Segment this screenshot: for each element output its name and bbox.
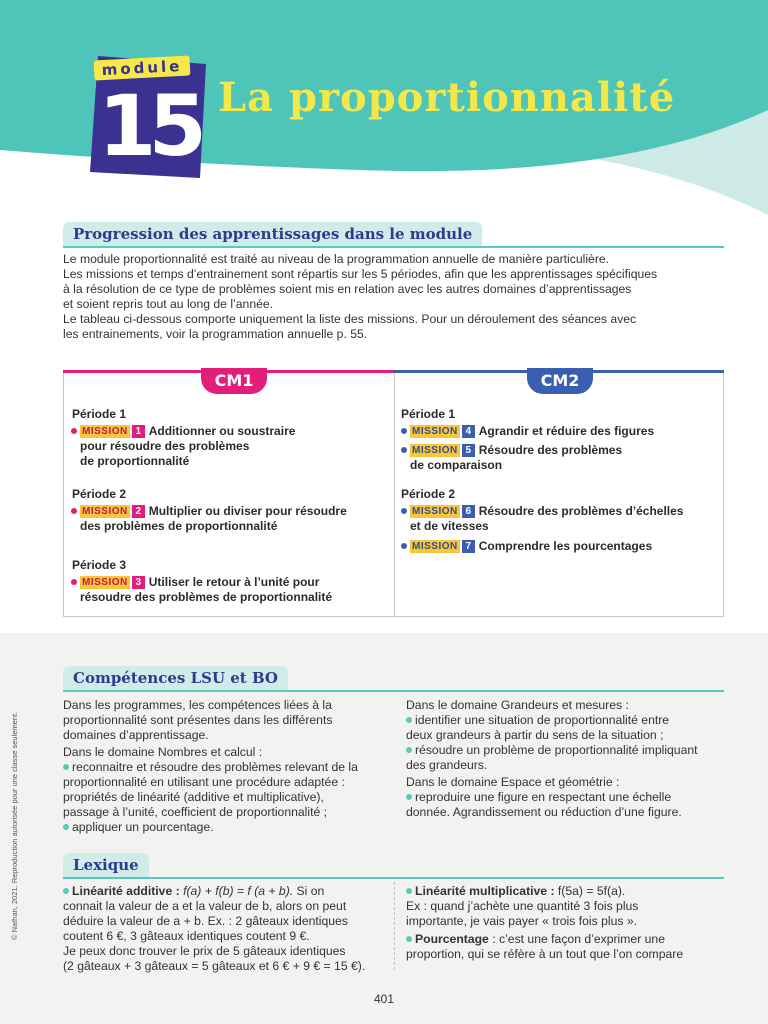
mission-title-line: des problèmes de proportionnalité: [80, 519, 278, 533]
progression-text: [63, 252, 728, 342]
lexique-line: proportion, qui se réfère à un tout que l’on compare: [406, 947, 684, 961]
progression-line: à la résolution de ce type de problèmes soient mis en relation avec les autres domaines d’apprentissages: [63, 282, 632, 296]
progression-line: Le tableau ci-dessous comporte uniquement la liste des missions. Pour un déroulement des séances avec: [63, 312, 637, 326]
progression-line: et soient repris tout au long de l’année.: [63, 297, 274, 311]
lexique-term: Pourcentage: [415, 932, 489, 946]
lexique-divider: [394, 882, 395, 970]
lexique-left: [63, 884, 393, 974]
mission-title-line: et de vitesses: [410, 519, 489, 533]
lexique-line: Ex : quand j’achète une quantité 3 fois plus: [406, 899, 639, 913]
bullet-icon: [406, 717, 412, 723]
lexique-term: Linéarité multiplicative :: [415, 884, 555, 898]
mission-tag: MISSION: [412, 541, 458, 552]
bullet-icon: [63, 888, 69, 894]
mission-title-line: résoudre des problèmes de proportionnalité: [80, 590, 333, 604]
competences-line: passage à l’unité, coefficient de proportionnalité ;: [63, 805, 328, 819]
competences-line: reproduire une figure en respectant une échelle: [415, 790, 672, 804]
bullet-icon: [63, 824, 69, 830]
lexique-line: Si on: [296, 884, 325, 898]
competences-line: proportionnalité en utilisant une procédure adaptée :: [63, 775, 345, 789]
competences-line: identifier une situation de proportionnalité entre: [415, 713, 670, 727]
competences-line: donnée. Agrandissement ou réduction d’une figure.: [406, 805, 682, 819]
progression-line: Les missions et temps d’entrainement sont répartis sur les 5 périodes, afin que les apprentissages spécifiques: [63, 267, 658, 281]
mission-3: [80, 575, 390, 605]
cm1-period-2: Période 2: [72, 487, 127, 501]
cm2-label: CM2: [527, 368, 593, 394]
lexique-formula: f(a) + f(b) = f (a + b).: [183, 884, 294, 898]
mission-number: 1: [132, 425, 145, 438]
competences-line: Dans les programmes, les compétences liées à la: [63, 698, 332, 712]
bullet-icon: [406, 747, 412, 753]
mission-title: Agrandir et réduire des figures: [478, 424, 655, 438]
mission-tag: MISSION: [82, 577, 128, 588]
mission-tag: MISSION: [412, 506, 458, 517]
mission-title-line: de comparaison: [410, 458, 503, 472]
progression-heading: [63, 222, 724, 246]
competences-line: reconnaitre et résoudre des problèmes relevant de la: [72, 760, 358, 774]
page-title: La proportionnalité: [218, 74, 676, 121]
mission-tag: MISSION: [412, 445, 458, 456]
competences-heading: [63, 666, 724, 690]
mission-title: Résoudre des problèmes d’échelles: [478, 504, 684, 518]
competences-line: appliquer un pourcentage.: [72, 820, 214, 834]
mission-7: [410, 539, 715, 554]
mission-number: 6: [462, 505, 475, 518]
lexique-line: Je peux donc trouver le prix de 5 gâteaux identiques: [63, 944, 346, 958]
mission-title: Multiplier ou diviser pour résoudre: [148, 504, 347, 518]
cm2-period-1: Période 1: [401, 407, 456, 421]
mission-title-line: de proportionnalité: [80, 454, 190, 468]
mission-tag: MISSION: [82, 506, 128, 517]
copyright-note: © Nathan, 2021. Reproduction autorisée pour une classe seulement.: [10, 711, 19, 940]
progression-line: Le module proportionnalité est traité au niveau de la programmation annuelle de manière particulière.: [63, 252, 610, 266]
competences-line: propriétés de linéarité (additive et multiplicative),: [63, 790, 324, 804]
mission-tag: MISSION: [412, 426, 458, 437]
mission-2: [80, 504, 380, 534]
competences-line: Dans le domaine Grandeurs et mesures :: [406, 698, 629, 712]
mission-title: Utiliser le retour à l’unité pour: [148, 575, 320, 589]
bullet-icon: [406, 888, 412, 894]
lexique-heading: [63, 853, 724, 877]
lexique-formula: f(5a) = 5f(a).: [557, 884, 626, 898]
competences-heading-text: Compétences LSU et BO: [63, 666, 288, 690]
mission-title-line: pour résoudre des problèmes: [80, 439, 250, 453]
mission-number: 3: [132, 576, 145, 589]
mission-number: 7: [462, 540, 475, 553]
mission-number: 5: [462, 444, 475, 457]
bullet-icon: [406, 794, 412, 800]
mission-title: Additionner ou soustraire: [148, 424, 296, 438]
cm1-period-1: Période 1: [72, 407, 127, 421]
progression-heading-text: Progression des apprentissages dans le module: [63, 222, 482, 246]
mission-4: [410, 424, 715, 439]
lexique-line: (2 gâteaux + 3 gâteaux = 5 gâteaux et 6 € + 9 € = 15 €).: [63, 959, 366, 973]
lexique-heading-text: Lexique: [63, 853, 149, 877]
lexique-line: importante, je vais payer « trois fois plus ».: [406, 914, 637, 928]
lexique-right: [406, 884, 736, 962]
mission-5: [410, 443, 715, 473]
competences-right: [406, 698, 736, 820]
competences-left: [63, 698, 393, 835]
progression-line: les entrainements, voir la programmation annuelle p. 55.: [63, 327, 368, 341]
competences-line: proportionnalité sont présentes dans les différents: [63, 713, 333, 727]
module-number: 15: [98, 77, 199, 175]
competences-line: Dans le domaine Espace et géométrie :: [406, 775, 620, 789]
competences-line: Dans le domaine Nombres et calcul :: [63, 745, 263, 759]
mission-tag: MISSION: [82, 426, 128, 437]
competences-line: résoudre un problème de proportionnalité impliquant: [415, 743, 698, 757]
cm2-period-2: Période 2: [401, 487, 456, 501]
lexique-line: coutent 6 €, 3 gâteaux identiques coutent 9 €.: [63, 929, 310, 943]
lexique-line: connait la valeur de a et la valeur de b, alors on peut: [63, 899, 347, 913]
mission-6: [410, 504, 715, 534]
mission-title: Résoudre des problèmes: [478, 443, 623, 457]
mission-number: 4: [462, 425, 475, 438]
cm1-period-3: Période 3: [72, 558, 127, 572]
mission-number: 2: [132, 505, 145, 518]
competences-line: domaines d’apprentissage.: [63, 728, 209, 742]
module-label: module: [94, 56, 191, 81]
mission-1: [80, 424, 380, 469]
bullet-icon: [63, 764, 69, 770]
bullet-icon: [406, 936, 412, 942]
page-number: 401: [373, 992, 395, 1006]
lexique-line: déduire la valeur de a + b. Ex. : 2 gâteaux identiques: [63, 914, 348, 928]
competences-line: des grandeurs.: [406, 758, 488, 772]
mission-title: Comprendre les pourcentages: [478, 539, 653, 553]
lexique-term: Linéarité additive :: [72, 884, 180, 898]
table-divider: [394, 373, 395, 617]
competences-line: deux grandeurs à partir du sens de la situation ;: [406, 728, 664, 742]
lexique-line: : c’est une façon d’exprimer une: [492, 932, 665, 946]
cm1-label: CM1: [201, 368, 267, 394]
